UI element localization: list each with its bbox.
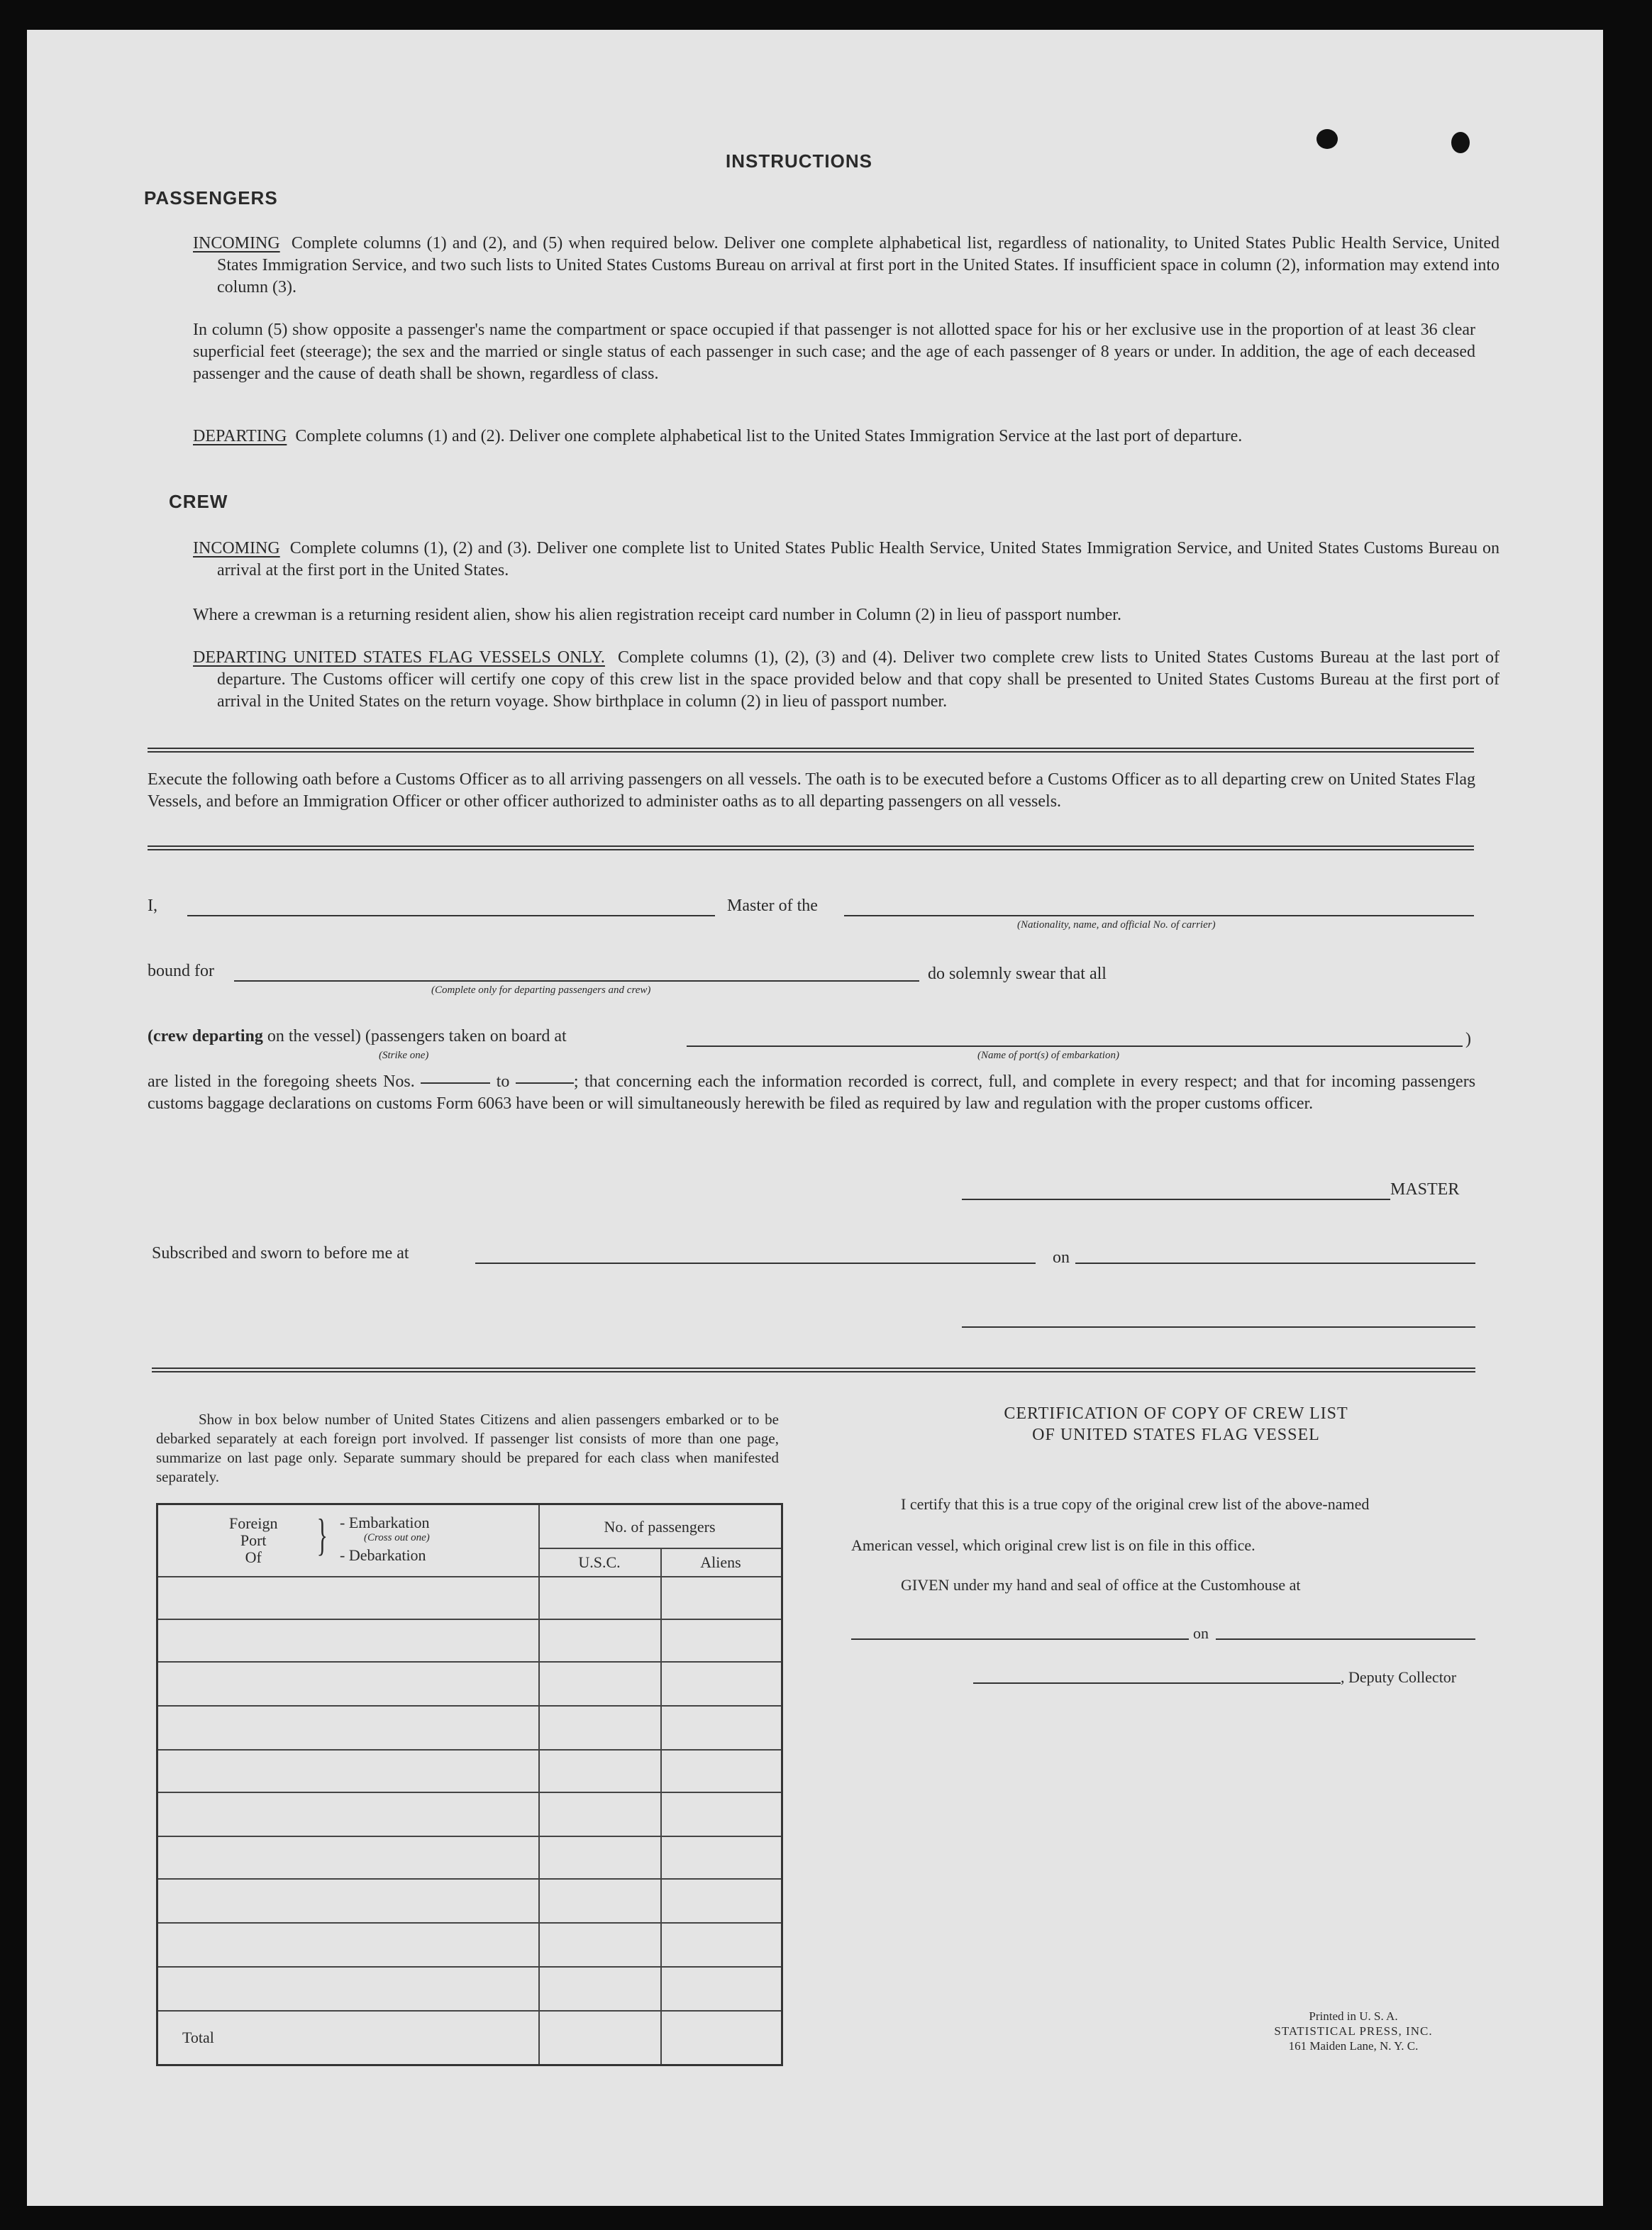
passenger-summary-table [156,1503,783,2066]
foreign-port-of-header: Foreign Port Of [229,1514,278,1566]
certify-line1: I certify that this is a true copy of the original crew list of the above-named [901,1495,1370,1513]
crew-departing-rest: on the vessel) (passengers taken on board at [267,1027,567,1045]
sheets-prefix: are listed in the foregoing sheets Nos. [148,1072,415,1091]
certify-line2: American vessel, which original crew list is on file in this office. [851,1536,1255,1554]
table-row [158,1792,781,1793]
form-page [27,30,1603,2206]
sheet-from-field[interactable] [421,1082,490,1084]
cross-out-caption: (Cross out one) [364,1532,430,1543]
close-paren: ) [1465,1030,1471,1048]
embarkation-ports-field[interactable] [687,1045,1463,1047]
master-signature-field[interactable] [962,1199,1390,1200]
brace-icon: } [316,1509,328,1560]
bound-for-caption: (Complete only for departing passengers and crew) [431,984,651,996]
instructions-title: INSTRUCTIONS [726,150,872,172]
officer-signature-field[interactable] [962,1326,1475,1328]
sworn-place-field[interactable] [475,1263,1036,1264]
customhouse-field[interactable] [851,1638,1189,1640]
strike-one-caption: (Strike one) [379,1050,429,1061]
swear-label: do solemnly swear that all [928,965,1107,983]
column5-paragraph: In column (5) show opposite a passenger's name the compartment or space occupied if that passenger is not allotted space for his or her exclusive use in the proportion of at least 36 clear superficial feet (steerage); the sex and the married or single status of each passenger in such case; and the age of each passenger of 8 years or under. In addition, the age of each deceased passenger and the cause of death shall be shown, regardless of class. [193,321,1475,383]
punch-hole-right [1451,132,1470,153]
passengers-incoming-label: INCOMING [193,234,280,253]
sheets-paragraph [148,1071,1475,1115]
oath-intro: Execute the following oath before a Customs Officer as to all arriving passengers on all vessels. The oath is to be executed before a Customs Officer as to all departing crew on United States Flag Vessels, and before an Immigration Officer or other officer authorized to administer oaths as to all departing passengers on all vessels. [148,770,1475,811]
bound-for-label: bound for [148,962,214,980]
crew-departing-text: Complete columns (1), (2), (3) and (4). Deliver two complete crew lists to United States Customs Bureau at the last port of departure. The Customs officer will certify one copy of this crew list in the space provided below and that copy shall be presented to United States Customs Bureau at the first port of arrival in the United States on the return voyage. Show birthplace in column (2) in lieu of passport number. [217,648,1499,711]
table-row [158,1661,781,1663]
total-label: Total [182,2029,214,2046]
table-row [158,1705,781,1707]
certification-date-field[interactable] [1216,1638,1475,1640]
sheet-to-field[interactable] [516,1082,574,1084]
section-divider-1 [148,748,1474,753]
ports-caption: (Name of port(s) of embarkation) [977,1050,1119,1061]
certification-on-label: on [1193,1624,1209,1642]
passengers-departing-paragraph [193,426,1499,448]
table-row [158,1836,781,1837]
deputy-collector-signature-field[interactable] [973,1682,1341,1684]
subscribed-label: Subscribed and sworn to before me at [152,1244,409,1263]
aliens-header: Aliens [700,1553,741,1571]
crew-departing-label: DEPARTING UNITED STATES FLAG VESSELS ONLY. [193,648,605,667]
sworn-on-label: on [1053,1248,1070,1267]
printer-imprint: Printed in U. S. A. STATISTICAL PRESS, INC. 161 Maiden Lane, N. Y. C. [1274,2009,1433,2053]
passengers-departing-text: Complete columns (1) and (2). Deliver one complete alphabetical list to the United States Immigration Service at the last port of departure. [295,427,1243,445]
passengers-heading: PASSENGERS [144,187,278,209]
crew-incoming-label: INCOMING [193,539,280,558]
crew-departing-line [148,1027,567,1046]
given-line: GIVEN under my hand and seal of office at the Customhouse at [901,1576,1301,1594]
section-divider-2 [148,845,1474,850]
crew-heading: CREW [169,491,228,512]
oath-i-label: I, [148,897,157,915]
debarkation-label: - Debarkation [340,1546,426,1564]
crew-resident-paragraph: Where a crewman is a returning resident alien, show his alien registration receipt card number in Column (2) in lieu of passport number. [193,606,1121,624]
certification-title-line1: CERTIFICATION OF COPY OF CREW LIST [1004,1404,1348,1423]
certification-title-line2: OF UNITED STATES FLAG VESSEL [1032,1426,1320,1444]
punch-hole-left [1316,129,1338,149]
embarkation-label: - Embarkation [340,1514,430,1531]
bound-for-field[interactable] [234,980,919,982]
passengers-departing-label: DEPARTING [193,427,287,445]
summary-note: Show in box below number of United States Citizens and alien passengers embarked or to be debarked separately at each foreign port involved. If passenger list consists of more than one page, summarize on last page only. Separate summary should be prepared for each class when manifested separately. [156,1411,779,1485]
usc-header: U.S.C. [578,1553,621,1571]
sheets-rest: ; that concerning each the information recorded is correct, full, and complete in every respect; and that for incoming passengers customs baggage declarations on customs Form 6063 have been or will simultaneously herewith be filed as required by law and regulation with the proper customs officer. [148,1072,1476,1113]
table-row [158,1966,781,1968]
passengers-incoming-text: Complete columns (1) and (2), and (5) when required below. Deliver one complete alphabetical list, regardless of nationality, to United States Public Health Service, United States Immigration Service, and two such lists to United States Customs Bureau on arrival at first port in the United States. If insufficient space in column (2), information may extend into column (3). [217,234,1500,296]
crew-incoming-text: Complete columns (1), (2) and (3). Deliver one complete list to United States Public Health Service, United States Immigration Service, and United States Customs Bureau on arrival at the first port in the United States. [217,539,1500,579]
section-divider-3 [152,1368,1475,1372]
crew-incoming-paragraph [193,538,1499,582]
carrier-caption: (Nationality, name, and official No. of carrier) [1017,919,1216,931]
table-row [158,1878,781,1880]
table-row [158,1749,781,1751]
master-label: MASTER [1390,1180,1460,1199]
master-name-field[interactable] [187,915,715,916]
sworn-date-field[interactable] [1075,1263,1475,1264]
crew-departing-bold: (crew departing [148,1027,263,1045]
carrier-field[interactable] [844,915,1474,916]
master-of-label: Master of the [727,897,818,915]
table-row [158,1619,781,1620]
table-row [158,2010,781,2012]
table-row [158,1922,781,1924]
crew-departing-paragraph [193,647,1499,713]
sheets-to-label: to [496,1072,510,1091]
deputy-collector-label: , Deputy Collector [1341,1668,1457,1686]
no-of-passengers-header: No. of passengers [604,1518,716,1536]
certification-title [878,1403,1474,1446]
passengers-incoming-paragraph [193,233,1499,299]
